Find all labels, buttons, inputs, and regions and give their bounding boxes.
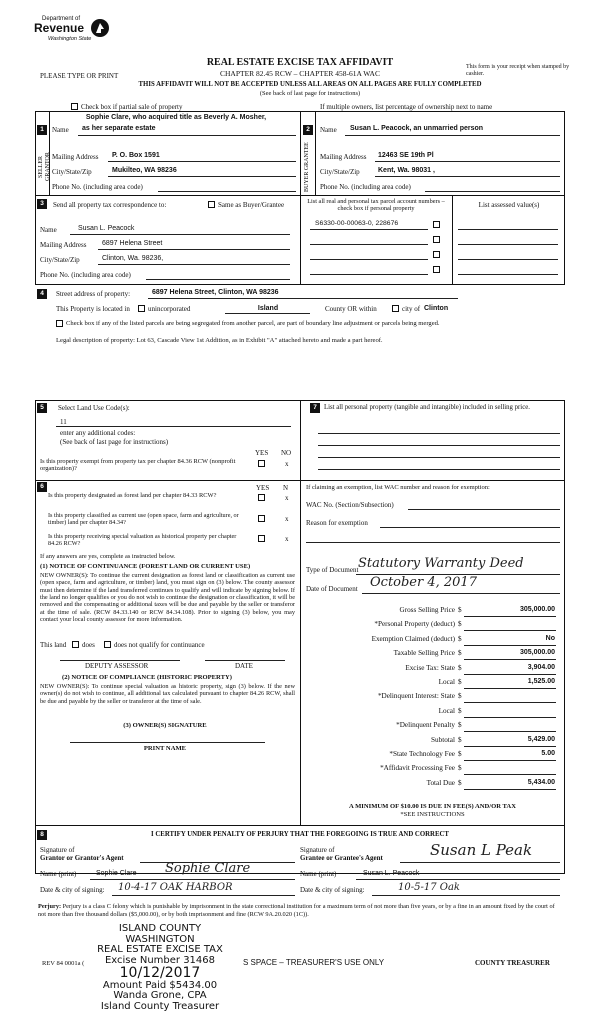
street-label: Street address of property: <box>56 290 131 298</box>
notice1-title: (1) NOTICE OF CONTINUANCE (FOREST LAND OR CURRENT USE) <box>40 563 251 570</box>
reason-label: Reason for exemption <box>306 519 368 527</box>
print-note: PLEASE TYPE OR PRINT <box>40 72 119 80</box>
calc-label: *Delinquent Penalty <box>396 721 455 730</box>
calc-currency: $ <box>458 721 462 730</box>
wac-label: WAC No. (Section/Subsection) <box>306 501 394 509</box>
land-use-label: Select Land Use Code(s): <box>58 404 130 412</box>
legal-description: Legal description of property: Lot 63, Cascade View 1st Addition, as in Exhibit "A" attached hereto and made a part hereof. <box>56 337 383 344</box>
calc-value[interactable]: 3,904.00 <box>527 663 555 671</box>
stamp-line4: 10/12/2017 <box>119 965 201 981</box>
grantor-date[interactable]: 10-4-17 OAK HARBOR <box>118 882 233 893</box>
same-as-buyer-label: Same as Buyer/Grantee <box>218 201 285 209</box>
calc-currency: $ <box>458 692 462 701</box>
calc-currency: $ <box>458 735 462 744</box>
agency-top: Department of <box>42 16 81 22</box>
calc-currency: $ <box>458 778 462 787</box>
treasurer-space-label: S SPACE – TREASURER'S USE ONLY <box>243 958 385 967</box>
notice1-body: NEW OWNER(S): To continue the current designation as forest land or classification as current use (open space, farm and agriculture, or timber) land, you must sign on (3) below. The county assessor must then determine if the land transferred continues to qualify and will indicate by signing below. If the land no longer qualifies or you do not wish to continue the designation or classification, it will be removed and the compensating or additional taxes will be due and payable by the seller or transferor at the time of sale. (RCW 84.33.140 or RCW 84.34.108). Prior to signing (3) below, you may contact your local county assessor for more information. <box>40 572 295 624</box>
buyer-city-label: City/State/Zip <box>320 168 360 176</box>
warning: THIS AFFIDAVIT WILL NOT BE ACCEPTED UNLESS ALL AREAS ON ALL PAGES ARE FULLY COMPLETED <box>138 81 482 88</box>
exemption-label: If claiming an exemption, list WAC number and reason for exemption: <box>306 484 490 491</box>
grantee-sig-label2: Grantee or Grantee's Agent <box>300 854 383 862</box>
calc-row <box>300 764 565 776</box>
seller-city-label: City/State/Zip <box>52 168 92 176</box>
calc-row <box>300 707 565 719</box>
calc-value[interactable]: No <box>545 634 555 642</box>
forest-question: Is this property designated as forest land per chapter 84.33 RCW? <box>48 492 217 499</box>
calc-label: Taxable Selling Price <box>393 649 455 658</box>
property-street[interactable]: 6897 Helena Street, Clinton, WA 98236 <box>152 289 279 296</box>
does-not-checkbox[interactable] <box>104 641 111 648</box>
seller-phone-label: Phone No. (including area code) <box>52 183 143 191</box>
calc-label: Local <box>438 706 455 715</box>
does-label: does <box>82 641 95 649</box>
personal-property-label: List all personal property (tangible and intangible) included in selling price. <box>324 404 530 411</box>
seller-name-label: Name <box>52 126 69 134</box>
correspondence-label: Send all property tax correspondence to: <box>53 201 167 209</box>
if-yes-note: If any answers are yes, complete as instructed below. <box>40 553 176 560</box>
stamp-line5: Amount Paid $5434.00 <box>102 979 218 991</box>
current-use-answer: x <box>285 515 289 523</box>
buyer-city[interactable]: Kent, Wa. 98031 , <box>378 167 435 174</box>
correspondence-city[interactable]: Clinton, Wa. 98236, <box>102 255 164 262</box>
section6-yes: YES <box>256 484 270 492</box>
calc-row <box>300 620 565 632</box>
section-7-number: 7 <box>310 403 320 413</box>
calc-row <box>300 721 565 733</box>
property-city[interactable]: Clinton <box>424 305 449 312</box>
calc-row <box>300 736 565 748</box>
parcel-2-personal-checkbox[interactable] <box>433 236 440 243</box>
grantee-date-label: Date & city of signing: <box>300 886 365 894</box>
calc-currency: $ <box>458 634 462 643</box>
multiple-owners-note: If multiple owners, list percentage of ownership next to name <box>320 103 493 111</box>
deputy-date-label: DATE <box>235 662 253 670</box>
grantor-name-label: Name (print) <box>40 870 77 878</box>
unincorporated-label: unincorporated <box>148 305 191 313</box>
calc-label: *State Technology Fee <box>389 750 455 758</box>
doc-date[interactable]: October 4, 2017 <box>370 575 477 590</box>
forest-yes-checkbox[interactable] <box>258 494 265 501</box>
calc-row <box>300 664 565 676</box>
receipt-note: This form is your receipt when stamped by cashier. <box>466 64 570 77</box>
section6-no: N <box>283 484 289 492</box>
tax-calculation <box>300 600 565 790</box>
section-3-number: 3 <box>37 199 47 209</box>
grantee-sig-label1: Signature of <box>300 846 335 854</box>
calc-value[interactable]: 1,525.00 <box>527 678 555 685</box>
property-county[interactable]: Island <box>257 305 279 312</box>
forest-answer: x <box>285 494 289 502</box>
calc-row <box>300 692 565 704</box>
perjury-text: Perjury is a class C felony which is punishable by imprisonment in the state correctional institution for a maximum term of not more than five years, or by a fine in an amount fixed by the court of not more than five thousand dollars ($5,000.00), or by both imprisonment and fine (RCW 9A.20.020 (1C)). <box>38 903 555 918</box>
segregated-checkbox[interactable] <box>56 320 63 327</box>
grantee-signature: Susan L Peak <box>430 841 533 859</box>
doc-type[interactable]: Statutory Warranty Deed <box>358 556 524 571</box>
grantor-signature: Sophie Clare <box>165 861 251 876</box>
section-6-number: 6 <box>37 482 47 492</box>
instructions-note: (See back of last page for instructions) <box>259 90 361 97</box>
correspondence-name-label: Name <box>40 226 57 234</box>
correspondence-city-label: City/State/Zip <box>40 256 80 264</box>
form-chapter: CHAPTER 82.45 RCW – CHAPTER 458-61A WAC <box>220 69 380 78</box>
buyer-mailing-label: Mailing Address <box>320 153 367 161</box>
parcel-3-personal-checkbox[interactable] <box>433 251 440 258</box>
owner-signature-label: (3) OWNER(S) SIGNATURE <box>123 722 207 729</box>
land-use-code[interactable]: 11 <box>60 418 67 426</box>
treasurer-stamp <box>85 924 235 1012</box>
parcel-1[interactable]: S6330-00-00063-0, 228676 <box>315 220 399 227</box>
seller-name-line2: as her separate estate <box>82 125 156 132</box>
buyer-phone-label: Phone No. (including area code) <box>320 183 411 191</box>
calc-currency: $ <box>458 750 462 758</box>
revenue-logo-icon <box>90 18 110 38</box>
correspondence-phone-label: Phone No. (including area code) <box>40 271 131 279</box>
grantor-name[interactable]: Sophie Clare <box>96 870 137 877</box>
grantor-sig-label1: Signature of <box>40 846 75 854</box>
parcel-4-personal-checkbox[interactable] <box>433 266 440 273</box>
section-1-number: 1 <box>37 125 47 135</box>
calc-row <box>300 635 565 647</box>
grantee-date[interactable]: 10-5-17 Oak <box>398 882 460 893</box>
calc-value[interactable]: 5.00 <box>541 750 555 757</box>
calc-label: Exemption Claimed (deduct) <box>371 634 455 643</box>
assessed-header: List assessed value(s) <box>478 201 540 209</box>
correspondence-mailing[interactable]: 6897 Helena Street <box>102 240 163 247</box>
perjury-notice <box>38 903 563 918</box>
calc-label: Subtotal <box>431 735 455 744</box>
doc-type-label: Type of Document <box>306 566 359 574</box>
seller-mailing[interactable]: P. O. Box 1591 <box>112 152 160 159</box>
notice2-body: NEW OWNER(S): To continue special valuation as historic property, sign (3) below. If the new owner(s) do not wish to continue, all additional tax calculated pursuant to chapter 84.26 RCW, shall be due and payable by the seller or transferor at the time of sale. <box>40 683 295 705</box>
calc-currency: $ <box>458 678 462 686</box>
see-instructions: *SEE INSTRUCTIONS <box>400 811 465 818</box>
stamp-line1: ISLAND COUNTY WASHINGTON <box>118 923 202 945</box>
agency-logo <box>28 16 118 56</box>
exempt-answer: x <box>285 460 289 468</box>
buyer-mailing[interactable]: 12463 SE 19th Pl <box>378 152 434 159</box>
current-use-question: Is this property classified as current use (open space, farm and agriculture, or timber) land per chapter 84.34? <box>48 512 239 527</box>
buyer-name-label: Name <box>320 126 337 134</box>
calc-label: Local <box>438 678 455 686</box>
unincorporated-checkbox[interactable] <box>138 305 145 312</box>
partial-sale-checkbox[interactable] <box>71 103 78 110</box>
calc-currency: $ <box>458 663 462 672</box>
form-number: REV 84 0001a ( <box>42 960 85 967</box>
additional-codes-label: enter any additional codes: <box>60 429 136 437</box>
calc-currency: $ <box>458 649 462 658</box>
county-treasurer-label: COUNTY TREASURER <box>475 959 550 967</box>
calc-label: Gross Selling Price <box>399 606 455 614</box>
minimum-note: A MINIMUM OF $10.00 IS DUE IN FEE(S) AND/OR TAX <box>349 803 516 810</box>
section-4-number: 4 <box>37 289 47 299</box>
partial-sale-label: Check box if partial sale of property <box>81 103 183 111</box>
calc-label: *Affidavit Processing Fee <box>380 764 455 773</box>
land-use-see-back: (See back of last page for instructions) <box>60 438 169 446</box>
calc-label: *Personal Property (deduct) <box>374 620 455 629</box>
parcels-header: List all real and personal tax parcel account numbers – check box if personal property <box>307 198 445 213</box>
grantor-sig-label2: Grantor or Grantor's Agent <box>40 854 124 862</box>
calc-value[interactable]: 305,000.00 <box>519 606 555 613</box>
certify-text: I CERTIFY UNDER PENALTY OF PERJURY THAT THE FOREGOING IS TRUE AND CORRECT <box>151 831 449 838</box>
calc-value[interactable]: 5,434.00 <box>527 778 555 786</box>
city-checkbox[interactable] <box>392 305 399 312</box>
correspondence-mailing-label: Mailing Address <box>40 241 87 249</box>
calc-row <box>300 750 565 762</box>
agency-main: Revenue <box>34 21 85 35</box>
correspondence-name[interactable]: Susan L. Peacock <box>78 225 135 232</box>
current-use-yes-checkbox[interactable] <box>258 515 265 522</box>
deputy-assessor-label: DEPUTY ASSESSOR <box>85 662 149 670</box>
exempt-question: Is this property exempt from property tax per chapter 84.36 RCW (nonprofit organization)? <box>40 458 236 473</box>
parcel-1-personal-checkbox[interactable] <box>433 221 440 228</box>
stamp-line2: REAL ESTATE EXCISE TAX <box>97 944 223 955</box>
same-as-buyer-checkbox[interactable] <box>208 201 215 208</box>
calc-label: Total Due <box>426 778 455 787</box>
city-of-label: city of <box>402 305 421 313</box>
historic-answer: x <box>285 535 289 543</box>
calc-row <box>300 779 565 791</box>
section-8-number: 8 <box>37 830 47 840</box>
stamp-line3: Excise Number 31468 <box>104 954 216 966</box>
doc-date-label: Date of Document <box>306 585 358 593</box>
land-use-yes: YES <box>255 449 269 457</box>
buyer-name[interactable]: Susan L. Peacock, an unmarried person <box>350 125 484 132</box>
buyer-side-label: BUYER GRANTEE <box>304 142 310 192</box>
calc-label: Excise Tax: State <box>405 663 455 672</box>
seller-mailing-label: Mailing Address <box>52 153 99 161</box>
section-2-number: 2 <box>303 125 313 135</box>
does-not-label: does not qualify for continuance <box>114 641 205 649</box>
calc-row <box>300 606 565 618</box>
calc-currency: $ <box>458 620 462 629</box>
seller-side-label: SELLER GRANTOR <box>38 152 51 182</box>
grantee-name[interactable]: Susan L. Peacock <box>363 870 420 877</box>
calc-label: *Delinquent Interest: State <box>377 692 455 701</box>
this-land-label: This land <box>40 641 67 649</box>
exempt-yes-checkbox[interactable] <box>258 460 265 467</box>
calc-value[interactable]: 5,429.00 <box>527 735 555 743</box>
calc-currency: $ <box>458 764 462 773</box>
perjury-label: Perjury: <box>38 903 62 910</box>
section-5-number: 5 <box>37 403 47 413</box>
located-label: This Property is located in <box>56 305 130 313</box>
seller-name-line1: Sophie Clare, who acquired title as Beverly A. Mosher, <box>85 114 267 121</box>
stamp-line6: Wanda Grone, CPA <box>113 990 207 1002</box>
does-checkbox[interactable] <box>72 641 79 648</box>
calc-currency: $ <box>458 706 462 715</box>
print-name-label: PRINT NAME <box>143 745 187 752</box>
calc-row <box>300 678 565 690</box>
grantor-date-label: Date & city of signing: <box>40 886 105 894</box>
calc-row <box>300 649 565 661</box>
calc-value[interactable]: 305,000.00 <box>519 649 555 657</box>
historic-question: Is this property receiving special valuation as historical property per chapter 84.26 RCW? <box>48 533 237 548</box>
calc-currency: $ <box>458 606 462 614</box>
segregated-label: Check box if any of the listed parcels are being segregated from another parcel, are part of boundary line adjustment or parcels being merged. <box>66 320 440 327</box>
agency-sub: Washington State <box>48 36 92 42</box>
land-use-no: NO <box>281 449 292 457</box>
county-label: County OR within <box>325 305 377 313</box>
notice2-title: (2) NOTICE OF COMPLIANCE (HISTORIC PROPERTY) <box>62 674 232 681</box>
grantee-name-label: Name (print) <box>300 870 337 878</box>
historic-yes-checkbox[interactable] <box>258 535 265 542</box>
seller-city[interactable]: Mukilteo, WA 98236 <box>112 167 177 174</box>
stamp-line7: Island County Treasurer <box>100 1000 220 1012</box>
form-title: REAL ESTATE EXCISE TAX AFFIDAVIT <box>206 57 394 68</box>
